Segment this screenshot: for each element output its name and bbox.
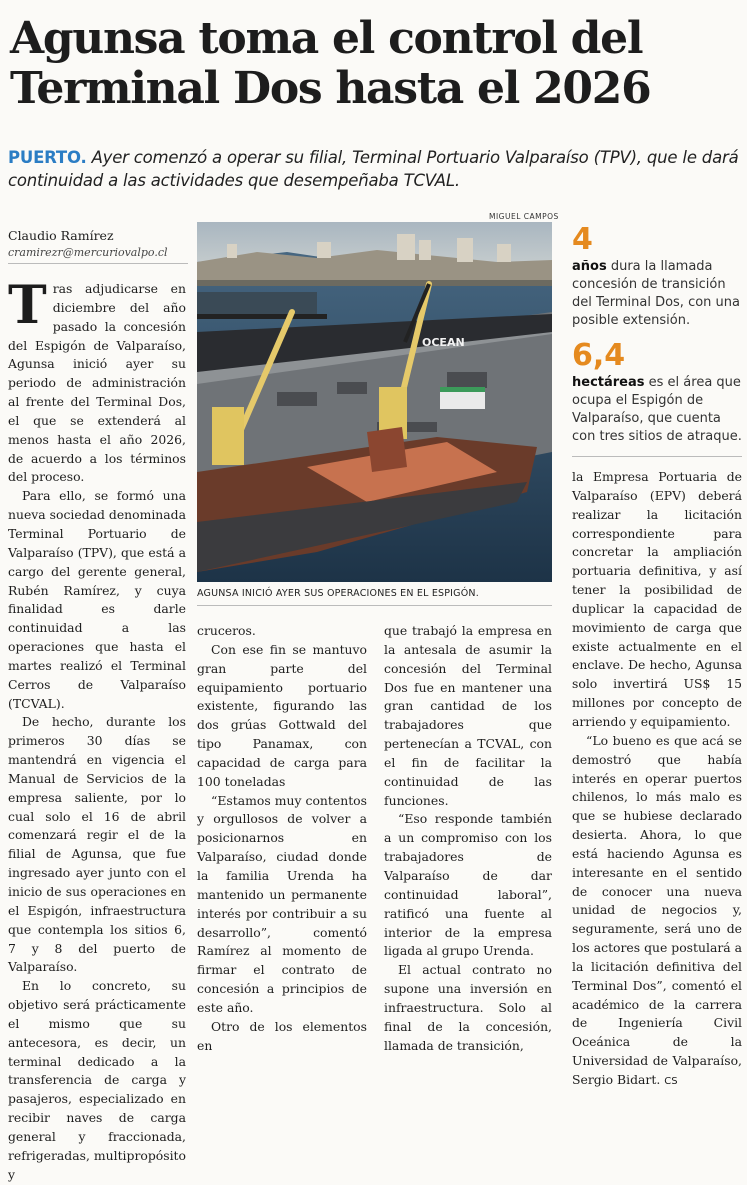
ship-name-text: OCEAN	[422, 336, 465, 349]
paragraph: Para ello, se formó una nueva sociedad denominada Terminal Portuario de Valparaíso (TPV), que está a cargo del gerente general, Rubén Ramírez, y cuya finalidad es darle continuidad a las operaciones que hasta el martes realizó el Terminal Cerros de Valparaíso (TCVAL).	[8, 488, 186, 711]
paragraph: la Empresa Portuaria de Valparaíso (EPV) deberá realizar la licitación correspondiente para concretar la ampliación portuaria definitiva, y así tener la posibilidad de duplicar la capacidad de movimiento de carga que existe actualmente en el enclave. De hecho, Agunsa solo invertirá US$ 15 millones por concepto de arriendo y equipamiento.	[572, 469, 742, 729]
headline: Agunsa toma el control del Terminal Dos hasta el 2026	[10, 13, 651, 114]
paragraph-text: “Lo bueno es que acá se demostró que había interés en operar puertos chilenos, lo más malo es que se hubiese declarado desierta. Ahora, lo que está haciendo Agunsa es interesante en el sentido de conocer una nueva unidad de negocios y, seguramente, será uno de los actores que postulará a la licitación definitiva del Terminal Dos”, comentó el académico de la carrera de Ingeniería Civil Oceánica de la Universidad de Valparaíso, Sergio Bidart.	[572, 732, 742, 1087]
fact-rule	[572, 456, 742, 457]
deck-text: Ayer comenzó a operar su filial, Terminal Portuario Valparaíso (TPV), que le dará continuidad a las actividades que desempeñaba TCVAL.	[8, 148, 739, 190]
paragraph: cruceros.	[197, 623, 256, 638]
paragraph: Con ese fin se mantuvo gran parte del equipamiento portuario existente, figurando las dos grúas Gottwald del tipo Panamax, con capacidad de carga para 100 toneladas	[197, 641, 367, 789]
body-column-3	[384, 622, 552, 1055]
caption-rule	[197, 605, 552, 606]
fact-lead: hectáreas	[572, 375, 645, 390]
paragraph: En lo concreto, su objetivo será prácticamente el mismo que su antecesora, es decir, un terminal dedicado a la transferencia de carga y pasajeros, especializado en recibir naves de carga general y fraccionada, refrigeradas, multipropósito y	[8, 978, 186, 1182]
byline	[8, 228, 188, 264]
fact-number: 6,4	[572, 338, 626, 373]
fact-description: es el área que ocupa el Espigón de Valparaíso, que cuenta con tres sitios de atraque.	[572, 375, 742, 444]
byline-rule	[8, 263, 188, 264]
fact-text	[572, 258, 742, 330]
photo-credit: MIGUEL CAMPOS	[489, 212, 559, 221]
body-column-4	[572, 468, 742, 1092]
paragraph: que trabajó la empresa en la antesala de asumir la concesión del Terminal Dos fue en mantener una gran cantidad de los trabajadores que pertenecían a TCVAL, con el fin de facilitar la continuidad de las funciones.	[384, 623, 552, 808]
paragraph: De hecho, durante los primeros 30 días se mantendrá en vigencia el Manual de Servicios de la empresa saliente, por lo cual solo el 16 de abril comenzará regir el de la filial de Agunsa, que fue ingresado ayer junto con el inicio de sus operaciones en el Espigón, infraestructura que contempla los sitios 6, 7 y 8 del puerto de Valparaíso.	[8, 714, 186, 975]
fact-lead: años	[572, 259, 607, 274]
dropcap: T	[8, 275, 47, 336]
fact-number: 4	[572, 222, 593, 257]
paragraph	[572, 732, 742, 1092]
body-column-1	[8, 275, 186, 1185]
end-mark: CS	[664, 1076, 678, 1087]
fact-text	[572, 374, 742, 446]
body-column-2	[197, 622, 367, 1055]
byline-name: Claudio Ramírez	[8, 228, 114, 243]
paragraph: El actual contrato no supone una inversión en infraestructura. Solo al final de la concesión, llamada de transición,	[384, 962, 552, 1053]
lead-paragraph	[8, 275, 186, 487]
fact-description: dura la llamada concesión de transición del Terminal Dos, con una posible extensión.	[572, 259, 740, 328]
deck	[8, 146, 740, 192]
paragraph: “Eso responde también a un compromiso con los trabajadores de Valparaíso de dar continuidad laboral”, ratificó una fuente al interior de la empresa ligada al grupo Urenda.	[384, 811, 552, 959]
byline-email[interactable]: cramirezr@mercuriovalpo.cl	[8, 246, 168, 259]
fact-box-years	[572, 224, 742, 330]
paragraph: Otro de los elementos en	[197, 1018, 367, 1053]
paragraph: “Estamos muy contentos y orgullosos de volver a posicionarnos en Valparaíso, ciudad donde la familia Urenda ha mantenido un permanente interés por contribuir a su desarrollo”, comentó Ramírez al momento de firmar el contrato de concesión a principios de este año.	[197, 792, 367, 1015]
port-photo	[197, 222, 552, 582]
paragraph-text: ras adjudicarse en diciembre del año pasado la concesión del Espigón de Valparaíso, Agunsa inició ayer su periodo de administración al frente del Terminal Dos, el que se extenderá al menos hasta el año 2026, de acuerdo a los términos del proceso.	[8, 281, 186, 485]
fact-box-hectares	[572, 340, 742, 446]
deck-kicker: PUERTO.	[8, 148, 87, 167]
photo-caption: AGUNSA INICIÓ AYER SUS OPERACIONES EN EL ESPIGÓN.	[197, 588, 479, 599]
